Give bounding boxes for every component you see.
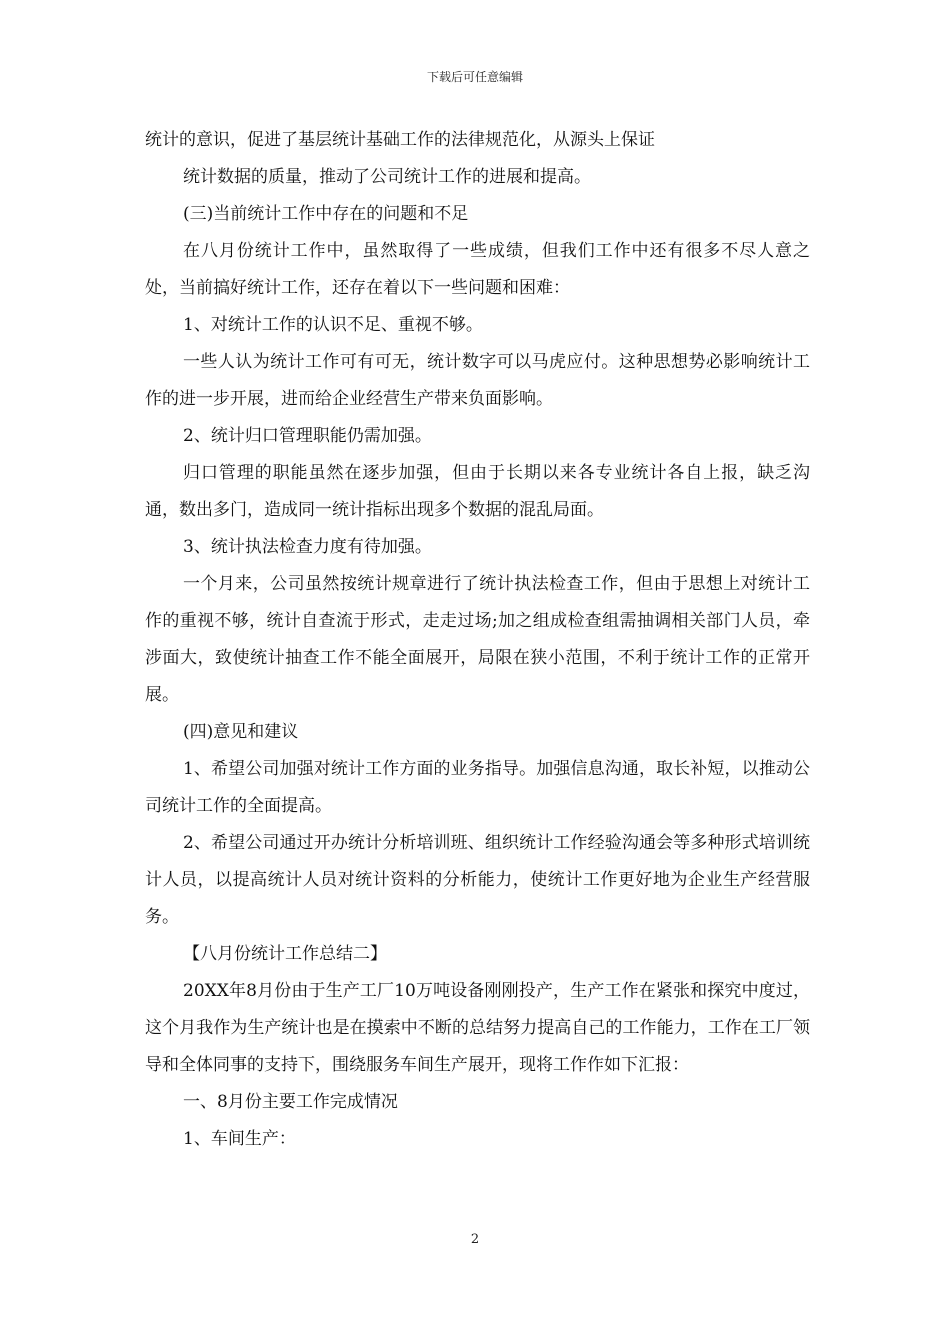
paragraph: 在八月份统计工作中，虽然取得了一些成绩，但我们工作中还有很多不尽人意之处，当前搞好统计工作，还存在着以下一些问题和困难： [145,241,810,298]
section-heading: (三)当前统计工作中存在的问题和不足 [183,204,469,224]
section-heading: 一、8月份主要工作完成情况 [183,1092,398,1112]
document-title: 【八月份统计工作总结二】 [183,944,387,964]
paragraph: 一个月来，公司虽然按统计规章进行了统计执法检查工作，但由于思想上对统计工作的重视不够，统计自查流于形式，走走过场;加之组成检查组需抽调相关部门人员，牵涉面大，致使统计抽查工作不能全面展开，局限在狭小范围，不利于统计工作的正常开展。 [145,574,810,705]
paragraph: 2、希望公司通过开办统计分析培训班、组织统计工作经验沟通会等多种形式培训统计人员，以提高统计人员对统计资料的分析能力，使统计工作更好地为企业生产经营服务。 [145,833,810,927]
paragraph: 一些人认为统计工作可有可无，统计数字可以马虎应付。这种思想势必影响统计工作的进一步开展，进而给企业经营生产带来负面影响。 [145,352,810,409]
paragraph: 1、希望公司加强对统计工作方面的业务指导。加强信息沟通，取长补短，以推动公司统计工作的全面提高。 [145,759,810,816]
list-item-heading: 2、统计归口管理职能仍需加强。 [183,426,432,446]
list-item-heading: 1、车间生产： [183,1129,296,1149]
paragraph: 归口管理的职能虽然在逐步加强，但由于长期以来各专业统计各自上报，缺乏沟通，数出多门，造成同一统计指标出现多个数据的混乱局面。 [145,463,810,520]
paragraph: 统计数据的质量，推动了公司统计工作的进展和提高。 [183,167,591,187]
paragraph: 统计的意识，促进了基层统计基础工作的法律规范化，从源头上保证 [145,130,655,150]
page-number: 2 [470,1232,480,1247]
section-heading: (四)意见和建议 [183,722,299,742]
page-header: 下载后可任意编辑 [426,70,523,84]
paragraph: 20XX年8月份由于生产工厂10万吨设备刚刚投产，生产工作在紧张和探究中度过，这个月我作为生产统计也是在摸索中不断的总结努力提高自己的工作能力，工作在工厂领导和全体同事的支持下，围绕服务车间生产展开，现将工作作如下汇报： [145,981,810,1075]
list-item-heading: 1、对统计工作的认识不足、重视不够。 [183,315,483,335]
document-body [145,122,810,1158]
list-item-heading: 3、统计执法检查力度有待加强。 [183,537,432,557]
